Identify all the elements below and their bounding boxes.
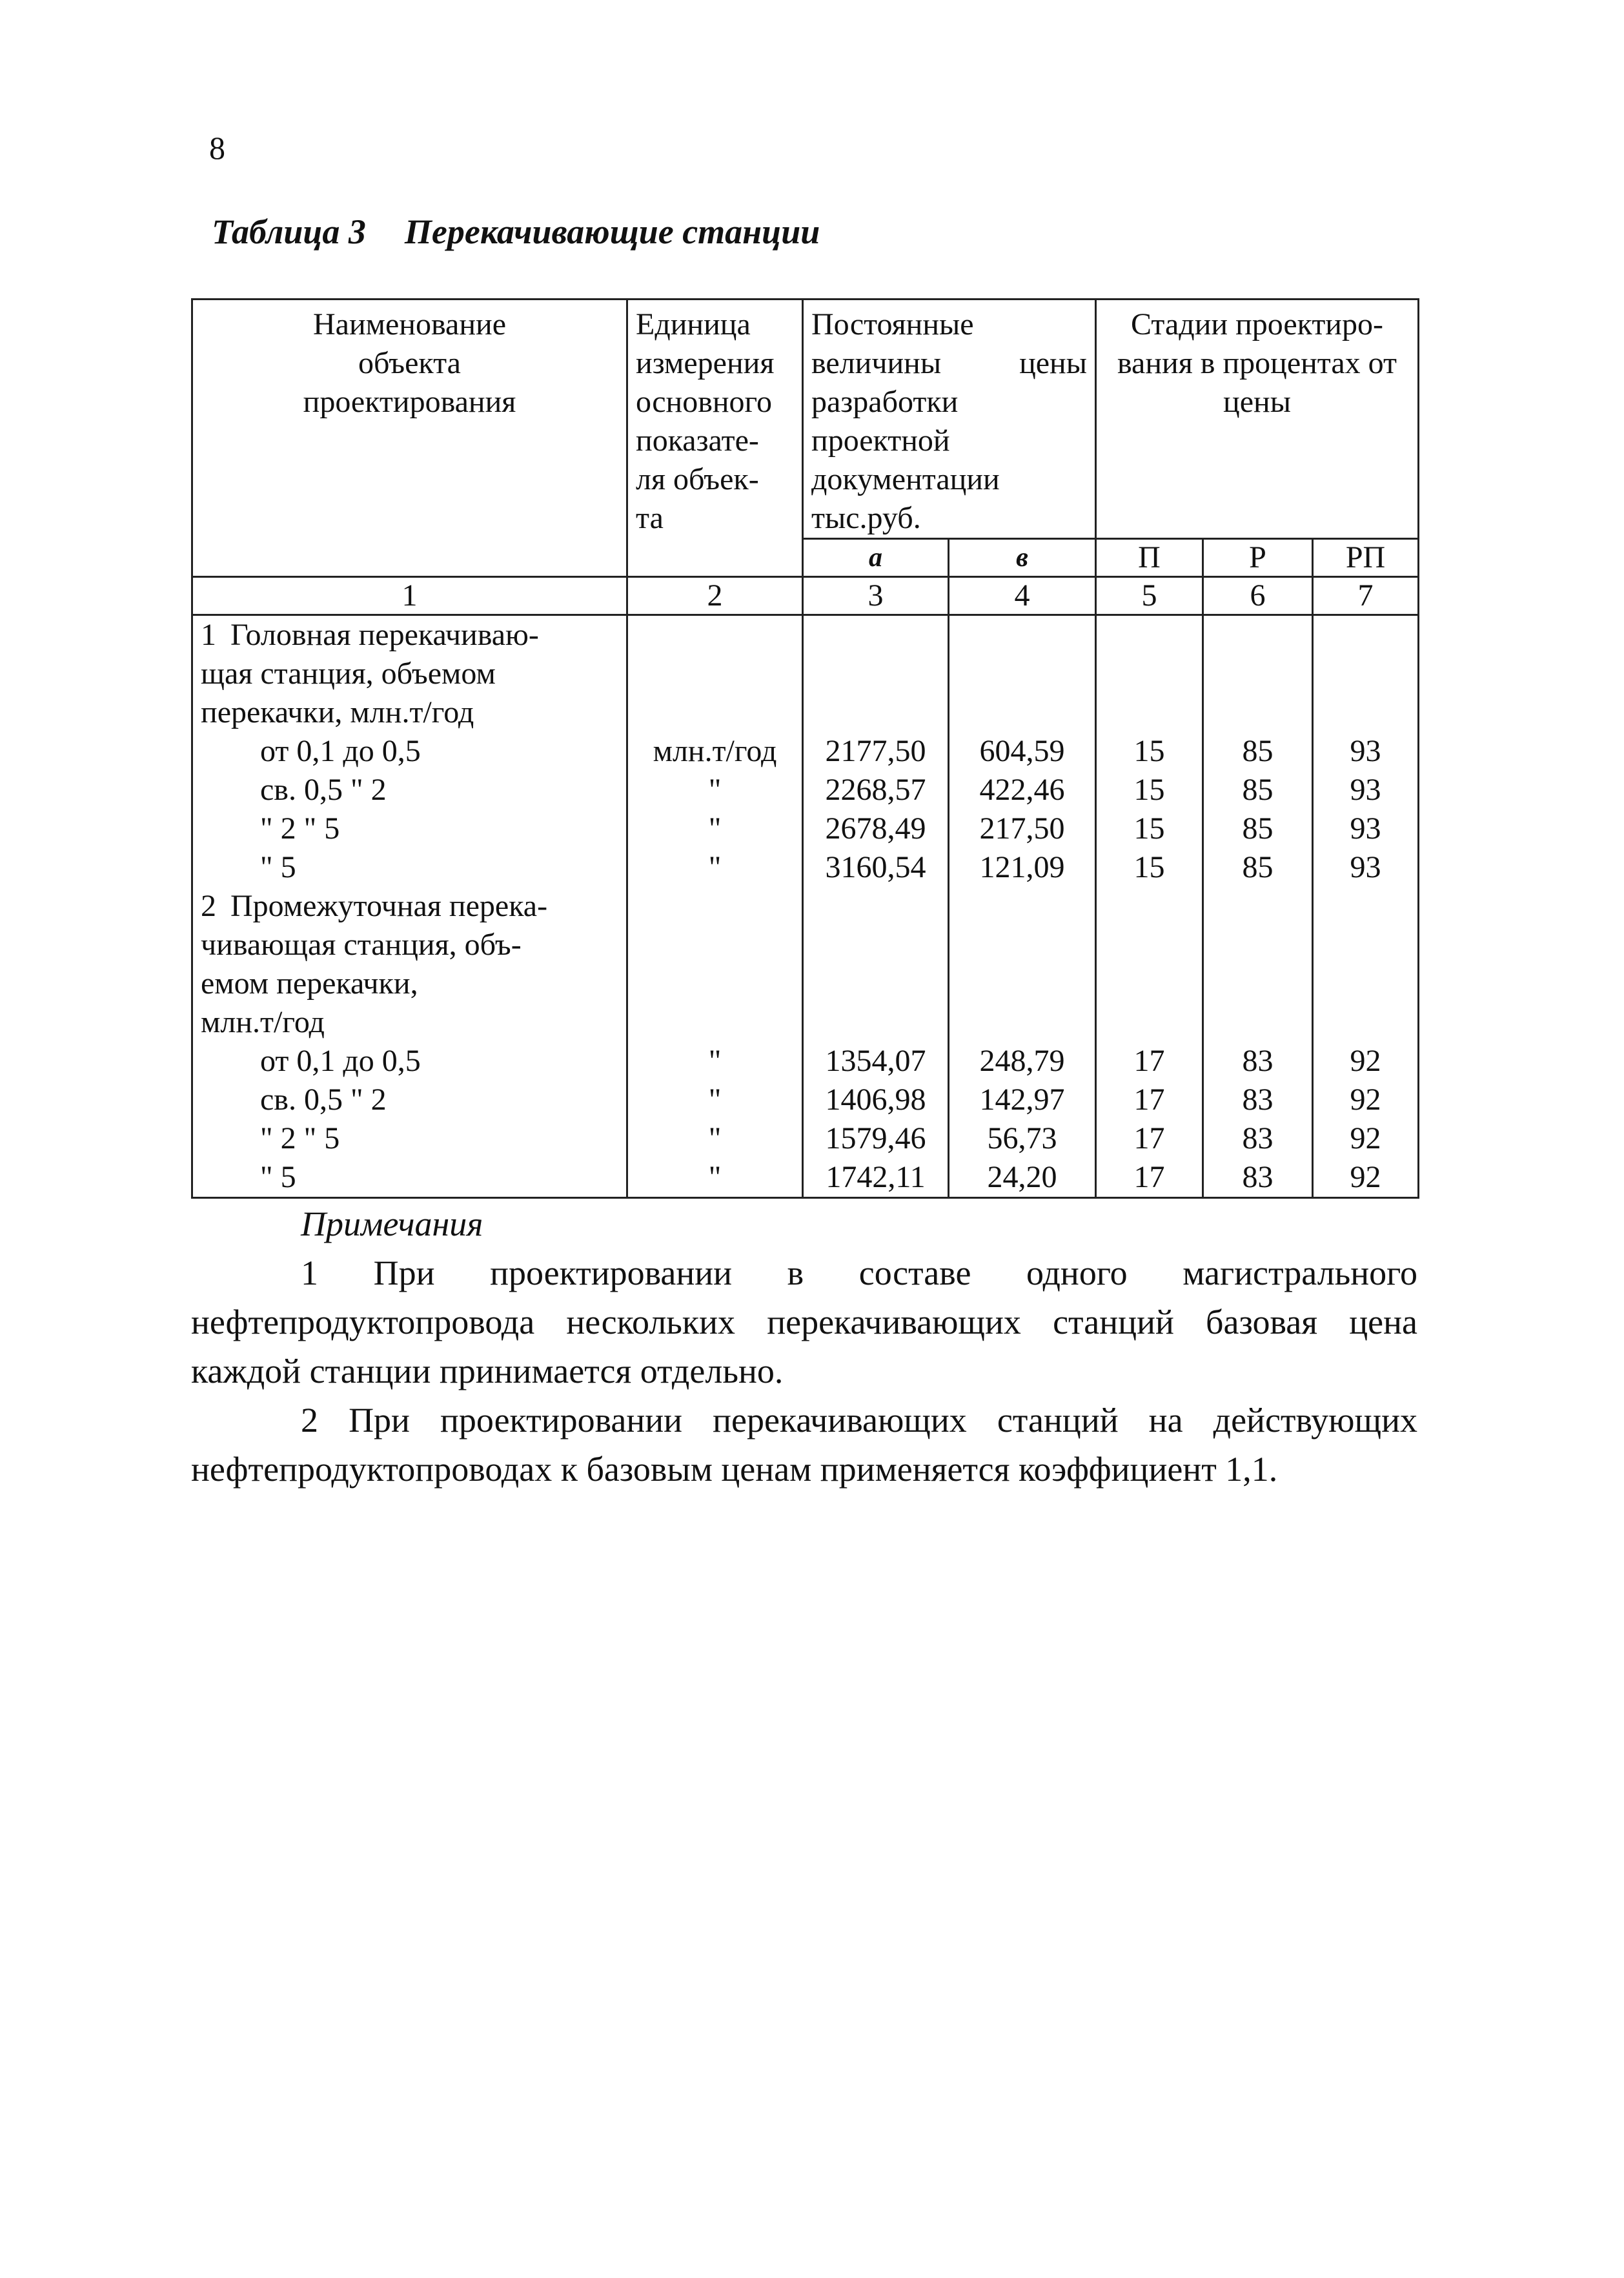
row-a: 2678,49 xyxy=(803,809,949,848)
row-rp: 92 xyxy=(1313,1081,1419,1119)
header-price: Постоянные величины цены разработки проектной документации тыс.руб. xyxy=(803,300,1096,539)
row-range: " 5 xyxy=(192,1158,627,1198)
note-item: 1 При проектировании в составе одного магистрального нефтепродуктопровода нескольких перекачивающих станций базовая цена каждой станции принимается отдельно. xyxy=(191,1254,1417,1390)
column-number: 1 xyxy=(192,577,627,615)
row-rp: 92 xyxy=(1313,1042,1419,1081)
row-unit: " xyxy=(627,848,803,887)
row-unit: " xyxy=(627,809,803,848)
table-row xyxy=(192,809,1419,848)
header-sub-rp: РП xyxy=(1313,539,1419,577)
row-unit: " xyxy=(627,1158,803,1198)
group-number: 1 xyxy=(201,618,216,652)
table-label: Таблица 3 xyxy=(212,212,366,251)
column-number: 5 xyxy=(1096,577,1203,615)
row-r: 83 xyxy=(1203,1042,1313,1081)
group-title-row xyxy=(192,615,1419,733)
row-p: 15 xyxy=(1096,809,1203,848)
row-range: от 0,1 до 0,5 xyxy=(192,732,627,771)
row-a: 2177,50 xyxy=(803,732,949,771)
group-title xyxy=(192,887,627,1042)
header-sub-r: Р xyxy=(1203,539,1313,577)
column-number: 6 xyxy=(1203,577,1313,615)
page-number: 8 xyxy=(209,130,225,166)
row-b: 142,97 xyxy=(949,1081,1096,1119)
header-stages: Стадии проектиро-вания в процентах от цены xyxy=(1096,300,1419,539)
group-title-text: Промежуточная перека- чивающая станция, объ- емом перекачки, млн.т/год xyxy=(201,889,548,1039)
row-a: 2268,57 xyxy=(803,771,949,809)
row-range: " 2 " 5 xyxy=(192,1119,627,1158)
group-title xyxy=(192,615,627,733)
row-p: 15 xyxy=(1096,771,1203,809)
row-b: 248,79 xyxy=(949,1042,1096,1081)
row-unit: " xyxy=(627,1081,803,1119)
row-r: 83 xyxy=(1203,1081,1313,1119)
row-p: 17 xyxy=(1096,1119,1203,1158)
header-name: Наименование объекта проектирования xyxy=(192,300,627,577)
row-r: 85 xyxy=(1203,809,1313,848)
header-units: Единица измерения основного показате- ля объек- та xyxy=(627,300,803,577)
row-a: 1742,11 xyxy=(803,1158,949,1198)
table-row xyxy=(192,732,1419,771)
row-rp: 92 xyxy=(1313,1119,1419,1158)
row-b: 422,46 xyxy=(949,771,1096,809)
row-a: 1579,46 xyxy=(803,1119,949,1158)
table-row xyxy=(192,1119,1419,1158)
header-sub-a: а xyxy=(803,539,949,577)
header-sub-b: в xyxy=(949,539,1096,577)
header-sub-p: П xyxy=(1096,539,1203,577)
row-a: 3160,54 xyxy=(803,848,949,887)
row-rp: 93 xyxy=(1313,771,1419,809)
table-row xyxy=(192,1081,1419,1119)
row-range: св. 0,5 " 2 xyxy=(192,771,627,809)
note-item: 2 При проектировании перекачивающих станций на действующих нефтепродуктопроводах к базовым ценам применяется коэффициент 1,1. xyxy=(191,1401,1417,1489)
price-table xyxy=(191,298,1419,1199)
table-row xyxy=(192,848,1419,887)
notes-title: Примечания xyxy=(301,1205,483,1243)
row-rp: 93 xyxy=(1313,732,1419,771)
row-r: 85 xyxy=(1203,732,1313,771)
group-title-text: Головная перекачиваю- щая станция, объемом перекачки, млн.т/год xyxy=(201,618,539,729)
row-range: " 5 xyxy=(192,848,627,887)
row-range: св. 0,5 " 2 xyxy=(192,1081,627,1119)
table-row xyxy=(192,1158,1419,1198)
column-number: 7 xyxy=(1313,577,1419,615)
row-b: 56,73 xyxy=(949,1119,1096,1158)
row-rp: 93 xyxy=(1313,809,1419,848)
column-number: 4 xyxy=(949,577,1096,615)
row-a: 1406,98 xyxy=(803,1081,949,1119)
group-number: 2 xyxy=(201,889,216,923)
row-p: 15 xyxy=(1096,732,1203,771)
notes-section xyxy=(191,1199,1417,1494)
row-r: 83 xyxy=(1203,1119,1313,1158)
column-number: 3 xyxy=(803,577,949,615)
row-b: 24,20 xyxy=(949,1158,1096,1198)
row-b: 217,50 xyxy=(949,809,1096,848)
row-a: 1354,07 xyxy=(803,1042,949,1081)
row-range: от 0,1 до 0,5 xyxy=(192,1042,627,1081)
row-p: 17 xyxy=(1096,1081,1203,1119)
row-unit: " xyxy=(627,1119,803,1158)
row-unit: млн.т/год xyxy=(627,732,803,771)
row-unit: " xyxy=(627,771,803,809)
row-p: 17 xyxy=(1096,1042,1203,1081)
row-unit: " xyxy=(627,1042,803,1081)
row-r: 83 xyxy=(1203,1158,1313,1198)
row-b: 604,59 xyxy=(949,732,1096,771)
row-rp: 92 xyxy=(1313,1158,1419,1198)
table-row xyxy=(192,1042,1419,1081)
row-r: 85 xyxy=(1203,771,1313,809)
table-title: Перекачивающие станции xyxy=(404,212,820,251)
table-caption xyxy=(212,212,820,252)
group-title-row xyxy=(192,887,1419,1042)
column-number: 2 xyxy=(627,577,803,615)
row-range: " 2 " 5 xyxy=(192,809,627,848)
row-r: 85 xyxy=(1203,848,1313,887)
row-p: 17 xyxy=(1096,1158,1203,1198)
row-p: 15 xyxy=(1096,848,1203,887)
table-row xyxy=(192,771,1419,809)
row-rp: 93 xyxy=(1313,848,1419,887)
row-b: 121,09 xyxy=(949,848,1096,887)
